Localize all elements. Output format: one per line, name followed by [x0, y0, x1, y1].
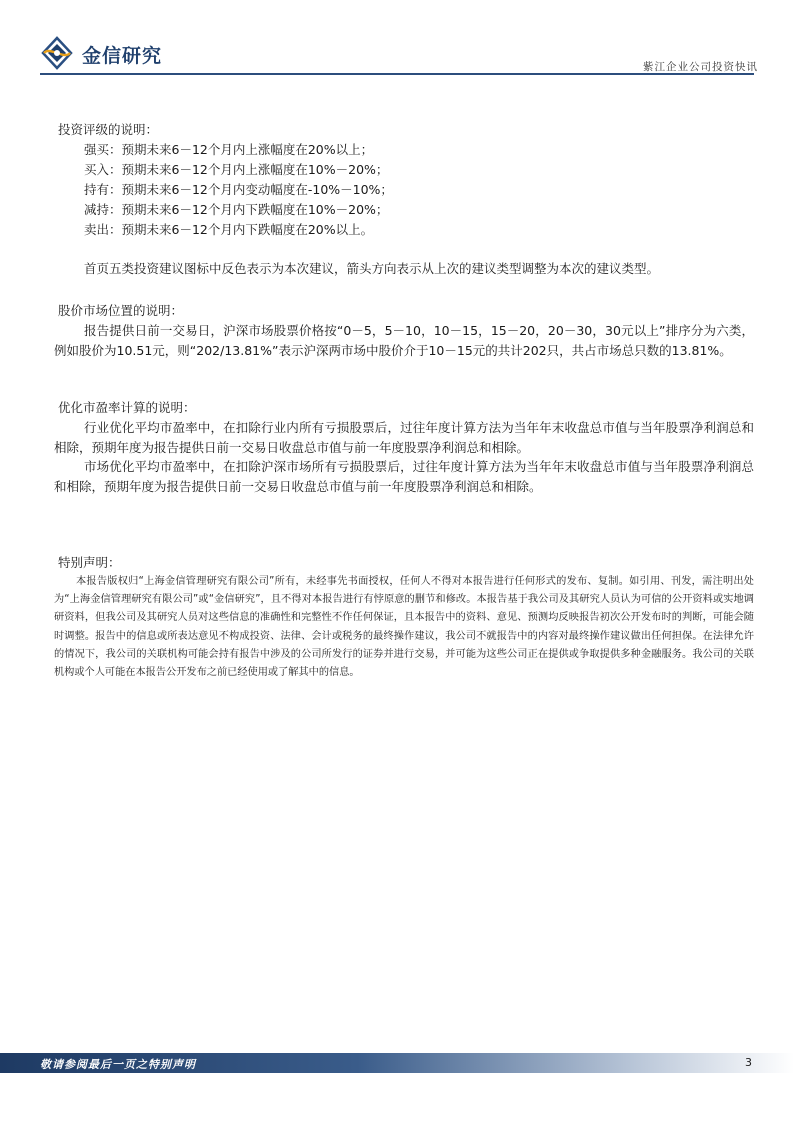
pe-market-text: 市场优化平均市盈率中，在扣除沪深市场所有亏损股票后，过往年度计算方法为当年年末收盘总市值与当年股票净利润总和相除，预期年度为报告提供日前一交易日收盘总市值与前一年度股票净利润总和相除。	[54, 459, 754, 494]
rating-note-section	[54, 259, 754, 279]
company-logo-icon	[40, 36, 74, 70]
disclaimer-section	[54, 553, 754, 682]
price-position-text: 报告提供日前一交易日，沪深市场股票价格按“0－5，5－10，10－15，15－20，20－30，30元以上”排序分为六类，例如股价为10.51元，则“202/13.81%”表示沪深两市场中股价介于10－15元的共计202只，共占市场总只数的13.81%。	[54, 323, 754, 358]
rating-item-buy: 买入：预期未来6－12个月内上涨幅度在10%－20%；	[84, 162, 389, 177]
rating-item-reduce: 减持：预期未来6－12个月内下跌幅度在10%－20%；	[84, 202, 389, 217]
footer-notice: 敬请参阅最后一页之特别声明	[40, 1058, 196, 1071]
page-header	[0, 0, 794, 80]
pe-industry-text: 行业优化平均市盈率中，在扣除行业内所有亏损股票后，过往年度计算方法为当年年末收盘总市值与当年股票净利润总和相除，预期年度为报告提供日前一交易日收盘总市值与前一年度股票净利润总和相除。	[54, 420, 754, 455]
pe-section	[54, 398, 754, 496]
brand-name: 金信研究	[82, 45, 163, 67]
rating-section	[54, 120, 754, 240]
rating-item-strong-buy: 强买：预期未来6－12个月内上涨幅度在20%以上；	[84, 142, 374, 157]
disclaimer-heading: 特别声明：	[58, 555, 121, 570]
price-position-heading: 股价市场位置的说明：	[58, 303, 184, 318]
rating-item-sell: 卖出：预期未来6－12个月内下跌幅度在20%以上。	[84, 222, 374, 237]
disclaimer-text: 本报告版权归“上海金信管理研究有限公司”所有，未经事先书面授权，任何人不得对本报告进行任何形式的发布、复制。如引用、刊发，需注明出处为“上海金信管理研究有限公司”或“金信研究”，且不得对本报告进行有悖原意的删节和修改。本报告基于我公司及其研究人员认为可信的公开资料或实地调研资料，但我公司及其研究人员对这些信息的准确性和完整性不作任何保证，且本报告中的资料、意见、预测均反映报告初次公开发布时的判断，可能会随时调整。报告中的信息或所表达意见不构成投资、法律、会计或税务的最终操作建议，我公司不就报告中的内容对最终操作建议做出任何担保。在法律允许的情况下，我公司的关联机构可能会持有报告中涉及的公司所发行的证券并进行交易，并可能为这些公司正在提供或争取提供多种金融服务。我公司的关联机构或个人可能在本报告公开发布之前已经使用或了解其中的信息。	[54, 576, 754, 679]
rating-icon-note: 首页五类投资建议图标中反色表示为本次建议，箭头方向表示从上次的建议类型调整为本次的建议类型。	[84, 261, 660, 276]
rating-item-hold: 持有：预期未来6－12个月内变动幅度在-10%－10%；	[84, 182, 393, 197]
pe-heading: 优化市盈率计算的说明：	[58, 400, 196, 415]
page-number: 3	[745, 1056, 752, 1069]
price-position-section	[54, 301, 754, 360]
rating-heading: 投资评级的说明：	[58, 122, 159, 137]
report-title: 紫江企业公司投资快讯	[643, 61, 758, 73]
